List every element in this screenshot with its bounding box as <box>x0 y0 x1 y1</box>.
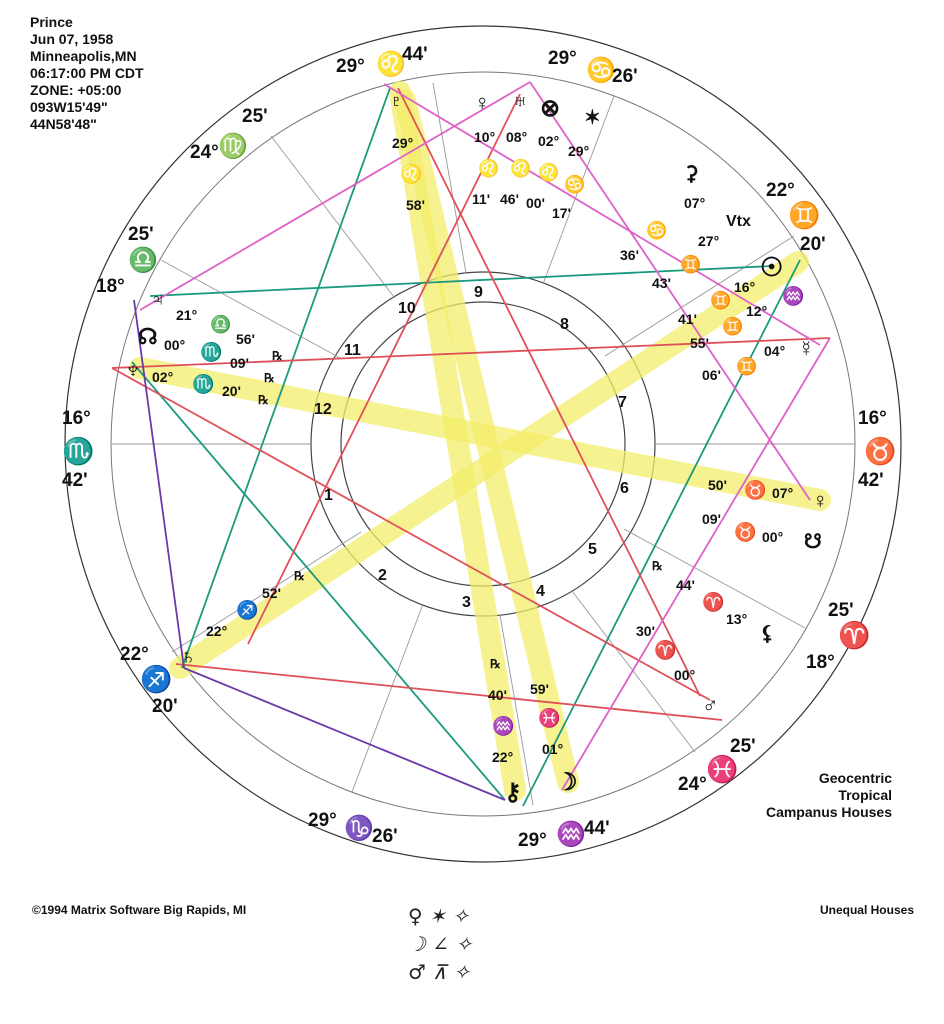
cluster-min-1: 11' <box>472 191 491 207</box>
house-number-12: 12 <box>314 401 332 418</box>
moon-icon: ☽ <box>556 769 578 796</box>
chiron-icon: ⚷ <box>504 779 522 806</box>
scorpio-sign-icon: ♏ <box>200 342 223 362</box>
south-node-degree: 00° <box>762 529 784 545</box>
cusp-dsc-degree: 16° <box>858 408 887 429</box>
aquarius-sign-icon: ♒ <box>556 821 586 848</box>
house-number-10: 10 <box>398 300 416 317</box>
cusp-5-minute: 25' <box>730 736 756 757</box>
pluto-icon: ♇ <box>388 88 405 113</box>
house-system-note: Unequal Houses <box>819 903 914 917</box>
taurus-sign-icon: ♉ <box>864 436 897 466</box>
scorpio-sign-icon: ♏ <box>192 374 215 394</box>
neptune-minute: 20' <box>222 383 241 399</box>
mercury-icon: ☿ <box>798 336 815 361</box>
leo-sign-icon: ♌ <box>376 51 406 78</box>
cusp-label-asc <box>62 408 94 491</box>
north-node-degree: 00° <box>164 337 186 353</box>
venus-minute: 50' <box>708 477 727 493</box>
planet-lilith <box>652 559 775 645</box>
aries-sign-icon: ♈ <box>702 592 725 612</box>
planet-mars <box>636 623 719 717</box>
virgo-sign-icon: ♍ <box>218 133 248 160</box>
gemini-sign-icon: ♊ <box>710 291 732 310</box>
lilith-minute: 44' <box>676 577 695 593</box>
vertex-degree: 27° <box>698 233 720 249</box>
chart-date: Jun 07, 1958 <box>30 31 114 47</box>
sun-icon: ☉ <box>760 252 784 282</box>
retrograde-icon: ℞ <box>272 349 283 363</box>
cancer-sign-icon: ♋ <box>586 57 616 84</box>
cusp-label-9 <box>548 48 638 87</box>
chart-time: 06:17:00 PM CDT <box>30 65 144 81</box>
chart-latitude: 44N58'48" <box>30 116 97 132</box>
cusp-asc-degree: 16° <box>62 408 91 429</box>
cluster-min-2: 46' <box>500 191 519 207</box>
chiron-minute: 40' <box>488 687 507 703</box>
house-number-4: 4 <box>536 583 545 600</box>
planet-south-node <box>702 511 822 553</box>
cusp-3-minute: 26' <box>372 826 398 847</box>
north-node-icon: ☊ <box>138 324 158 349</box>
leo-sign-icon: ♌ <box>538 163 560 182</box>
house-number-6: 6 <box>620 480 629 497</box>
cusp-3-degree: 29° <box>308 810 337 831</box>
retrograde-icon: ℞ <box>652 559 663 573</box>
leo-sign-icon: ♌ <box>510 159 532 178</box>
cluster-deg-2: 08° <box>506 129 528 145</box>
chiron-degree: 22° <box>492 749 514 765</box>
scorpio-sign-icon: ♏ <box>62 436 95 466</box>
cusp-8-minute: 20' <box>800 234 826 255</box>
aries-sign-icon: ♈ <box>654 640 677 660</box>
cusp-8-degree: 22° <box>766 180 795 201</box>
gemini-sign-icon: ♊ <box>680 255 702 274</box>
cusp-9-minute: 26' <box>612 66 638 87</box>
aspect-saturn-chiron <box>184 668 505 800</box>
cusp-6-minute: 25' <box>828 600 854 621</box>
neptune-degree: 02° <box>152 369 174 385</box>
system-tropical: Tropical <box>838 787 892 803</box>
cusp-2-degree: 22° <box>120 644 149 665</box>
pluto-minute: 58' <box>406 197 425 213</box>
cusp-11-minute: 25' <box>128 224 154 245</box>
saturn-icon: ♄ <box>180 644 197 669</box>
cusp-12-minute: 25' <box>242 106 268 127</box>
mars-icon: ♂ <box>702 692 719 717</box>
planet-placements <box>124 88 829 806</box>
cluster-deg-1: 10° <box>474 129 496 145</box>
cusp-label-11 <box>96 224 158 297</box>
aquarius-sign-icon: ♒ <box>492 716 515 736</box>
mars-minute: 30' <box>636 623 655 639</box>
retrograde-icon: ℞ <box>490 657 501 671</box>
planet-cluster <box>472 88 601 221</box>
neptune-icon: ♆ <box>124 357 142 384</box>
cusp-6-degree: 18° <box>806 652 835 673</box>
cusp-2-minute: 20' <box>152 696 178 717</box>
jupiter-icon: ♃ <box>150 289 165 311</box>
cusp-ic-degree: 29° <box>518 830 547 851</box>
cusp-label-8 <box>766 180 826 255</box>
leo-sign-icon: ♌ <box>400 164 423 184</box>
sun-degree: 16° <box>734 279 756 295</box>
house-number-8: 8 <box>560 316 569 333</box>
uranus-icon: ♅ <box>512 88 529 113</box>
sagittarius-sign-icon: ♐ <box>236 600 259 620</box>
moon-degree: 01° <box>542 741 564 757</box>
cluster-deg-4: 29° <box>568 143 590 159</box>
capricorn-sign-icon: ♑ <box>344 815 374 842</box>
leo-sign-icon: ♌ <box>478 159 500 178</box>
cusp-ic-minute: 44' <box>584 818 610 839</box>
cusp-5-degree: 24° <box>678 774 707 795</box>
aspect-moon-mercury <box>562 338 830 790</box>
saturn-degree: 22° <box>206 623 228 639</box>
chart-name: Prince <box>30 14 73 30</box>
aquarius-point-minute: 55' <box>690 335 709 351</box>
cusp-asc-minute: 42' <box>62 470 88 491</box>
moon-minute: 59' <box>530 681 549 697</box>
chart-place: Minneapolis,MN <box>30 48 137 64</box>
house-number-1: 1 <box>324 487 333 504</box>
part-of-fortune-icon: ⊗ <box>540 95 561 122</box>
aspect-jupiter-saturn <box>134 300 184 668</box>
cusp-dsc-minute: 42' <box>858 470 884 491</box>
lilith-icon: ⚸ <box>760 623 775 645</box>
taurus-sign-icon: ♉ <box>744 480 767 500</box>
cancer-sign-icon: ♋ <box>646 221 668 240</box>
retrograde-icon: ℞ <box>264 371 275 385</box>
pluto-degree: 29° <box>392 135 414 151</box>
handwritten-line-1: ♀ ✶ ✧ <box>408 904 469 928</box>
chart-longitude: 093W15'49" <box>30 99 108 115</box>
vertex-minute: 43' <box>652 275 671 291</box>
chart-system <box>766 770 892 821</box>
libra-sign-icon: ♎ <box>210 315 232 334</box>
ceres-degree: 07° <box>684 195 706 211</box>
cusp-mc-minute: 44' <box>402 44 428 65</box>
copyright: ©1994 Matrix Software Big Rapids, MI <box>32 903 247 917</box>
sagittarius-sign-icon: ♐ <box>140 664 173 694</box>
taurus-sign-icon: ♉ <box>734 522 757 542</box>
gemini-sign-icon: ♊ <box>736 357 758 376</box>
cusp-12-degree: 24° <box>190 142 219 163</box>
system-houses: Campanus Houses <box>765 804 892 820</box>
cusp-label-3 <box>308 810 398 847</box>
aspect-saturn-mars <box>176 664 722 720</box>
house-number-5: 5 <box>588 541 597 558</box>
saturn-minute: 52' <box>262 585 281 601</box>
mars-degree: 00° <box>674 667 696 683</box>
lilith-degree: 13° <box>726 611 748 627</box>
handwritten-notes <box>408 902 472 986</box>
house-number-2: 2 <box>378 567 387 584</box>
mercury-degree: 04° <box>764 343 786 359</box>
venus-icon: ♀ <box>812 488 829 513</box>
house-number-7: 7 <box>618 394 627 411</box>
cusp-label-mc <box>336 44 428 78</box>
venus-degree: 07° <box>772 485 794 501</box>
star-point-icon: ✶ <box>584 107 601 129</box>
ceres-icon: ⚳ <box>684 163 699 185</box>
cluster-min-4: 17' <box>552 205 571 221</box>
retrograde-icon: ℞ <box>258 393 269 407</box>
cusp-label-dsc <box>858 408 896 491</box>
handwritten-line-3: ♂ ⊼ ✧ <box>408 960 471 984</box>
cusp-line-11 <box>271 136 394 297</box>
planet-ceres <box>620 163 705 263</box>
pisces-sign-icon: ♓ <box>538 708 561 728</box>
cluster-min-3: 00' <box>526 195 545 211</box>
vertex-label: Vtx <box>726 213 751 230</box>
south-node-minute: 09' <box>702 511 721 527</box>
house-number-9: 9 <box>474 284 483 301</box>
retrograde-icon: ℞ <box>294 569 305 583</box>
house-number-11: 11 <box>344 342 361 359</box>
system-geocentric: Geocentric <box>818 770 892 786</box>
jupiter-minute: 56' <box>236 331 255 347</box>
sun-minute: 41' <box>678 311 697 327</box>
jupiter-degree: 21° <box>176 307 198 323</box>
cusp-11-degree: 18° <box>96 276 125 297</box>
gemini-sign-icon: ♊ <box>722 317 744 336</box>
aries-sign-icon: ♈ <box>838 620 871 650</box>
cusp-label-2 <box>120 644 178 717</box>
venus-icon: ♀ <box>474 90 491 115</box>
aquarius-icon: ♒ <box>782 286 805 306</box>
gemini-sign-icon: ♊ <box>788 200 821 230</box>
aquarius-point-degree: 12° <box>746 303 768 319</box>
chart-zone: ZONE: +05:00 <box>30 82 122 98</box>
ceres-minute: 36' <box>620 247 639 263</box>
libra-sign-icon: ♎ <box>128 247 158 274</box>
cancer-sign-icon: ♋ <box>564 175 586 194</box>
mercury-minute: 06' <box>702 367 721 383</box>
pisces-sign-icon: ♓ <box>706 754 739 784</box>
north-node-minute: 09' <box>230 355 249 371</box>
cusp-mc-degree: 29° <box>336 56 365 77</box>
handwritten-line-2: ☽ ∠ ✧ <box>408 932 473 956</box>
south-node-icon: ☋ <box>804 531 822 553</box>
house-number-3: 3 <box>462 594 471 611</box>
cusp-9-degree: 29° <box>548 48 577 69</box>
cluster-deg-3: 02° <box>538 133 560 149</box>
